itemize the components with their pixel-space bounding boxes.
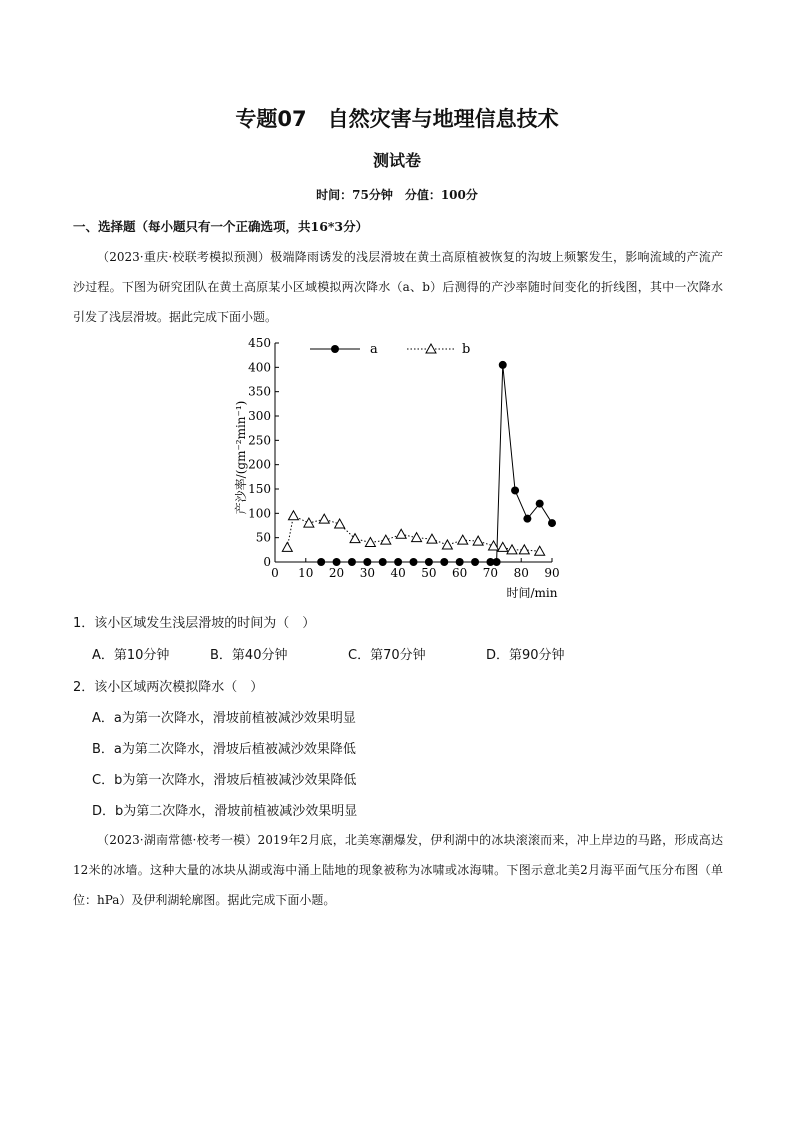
x-tick-label: 10: [298, 566, 314, 580]
series-a-point: [511, 486, 519, 494]
question-1-option-d[interactable]: D．第90分钟: [486, 648, 565, 663]
question-1-option-c[interactable]: C．第70分钟: [348, 648, 426, 663]
series-b-point: [365, 538, 375, 547]
x-tick-label: 20: [328, 566, 345, 580]
question-1-option-b[interactable]: B．第40分钟: [210, 648, 288, 663]
series-a-point: [379, 558, 387, 566]
series-a-point: [548, 519, 556, 527]
series-b-point: [498, 542, 508, 551]
y-tick-label: 350: [248, 384, 271, 399]
y-tick-label: 100: [248, 506, 271, 521]
x-tick-label: 90: [544, 566, 560, 580]
series-a-point: [499, 361, 507, 369]
y-tick-label: 150: [248, 482, 271, 496]
x-tick-label: 0: [271, 566, 279, 580]
series-b-point: [412, 533, 422, 542]
y-axis-label: 产沙率/(gm⁻²min⁻¹): [234, 400, 248, 515]
sediment-chart: [220, 333, 580, 607]
x-tick-label: 30: [359, 566, 375, 580]
x-tick-label: 60: [452, 566, 468, 580]
x-axis-label: 时间/min: [506, 586, 558, 600]
legend-a-label: a: [370, 342, 378, 357]
legend-b-marker: [426, 344, 436, 353]
series-a-point: [363, 558, 371, 566]
series-a-line: [321, 365, 552, 562]
y-tick-label: 50: [255, 530, 271, 545]
series-a-point: [440, 558, 448, 566]
series-b-point: [381, 535, 391, 544]
y-tick-label: 300: [248, 409, 271, 423]
y-tick-label: 250: [248, 433, 271, 448]
series-a-point: [536, 500, 544, 508]
series-a-point: [493, 558, 501, 566]
passage-2: （2023·湖南常德·校考一模）2019年2月底，北美寒潮爆发，伊利湖中的冰块滚滚而来，冲上岸边的马路，形成高达12米的冰墙。这种大量的冰块从湖或海中涌上陆地的现象被称为冰啸或冰海啸。下图示意北美2月海平面气压分布图（单位：hPa）及伊利湖轮廓图。据此完成下面小题。: [73, 833, 723, 907]
y-tick-label: 200: [248, 457, 271, 472]
legend-a-marker: [331, 345, 339, 353]
series-b-point: [319, 514, 329, 523]
x-tick-label: 80: [513, 566, 529, 580]
time-score-info: 时间：75分钟 分值：100分: [316, 188, 478, 202]
series-a-point: [410, 558, 418, 566]
x-tick-label: 70: [482, 566, 499, 580]
series-b-point: [519, 545, 529, 554]
series-a-point: [471, 558, 479, 566]
series-b-point: [350, 534, 360, 543]
series-b-point: [507, 545, 517, 554]
series-b-point: [442, 540, 452, 549]
legend-b-label: b: [462, 342, 471, 357]
question-2-stem: 2．该小区域两次模拟降水（ ）: [73, 680, 264, 695]
series-a-point: [456, 558, 464, 566]
series-b-point: [458, 535, 468, 544]
series-a-point: [425, 558, 433, 566]
question-1-stem: 1．该小区域发生浅层滑坡的时间为（ ）: [73, 616, 316, 631]
y-tick-label: 450: [248, 336, 271, 350]
y-tick-label: 0: [263, 555, 271, 569]
y-tick-label: 400: [248, 360, 271, 375]
series-b-point: [473, 536, 483, 545]
series-a-point: [317, 558, 325, 566]
question-2-option-c[interactable]: C．b为第一次降水，滑坡后植被减沙效果降低: [92, 773, 357, 788]
x-tick-label: 40: [390, 566, 406, 580]
page-title: 专题07 自然灾害与地理信息技术: [235, 107, 559, 131]
question-2-option-a[interactable]: A．a为第一次降水，滑坡前植被减沙效果明显: [92, 711, 356, 726]
series-b-point: [427, 534, 437, 543]
series-b-point: [535, 546, 545, 555]
page-subtitle: 测试卷: [372, 151, 421, 170]
series-a-point: [523, 515, 531, 523]
series-b-point: [288, 511, 298, 520]
chart-svg: [220, 333, 580, 603]
question-1-option-a[interactable]: A．第10分钟: [92, 648, 170, 663]
series-b-point: [396, 529, 406, 538]
passage-1: （2023·重庆·校联考模拟预测）极端降雨诱发的浅层滑坡在黄土高原植被恢复的沟坡上频繁发生，影响流域的产流产沙过程。下图为研究团队在黄土高原某小区域模拟两次降水（a、b）后测得的产沙率随时间变化的折线图，其中一次降水引发了浅层滑坡。据此完成下面小题。: [73, 250, 723, 324]
series-b-point: [282, 542, 292, 551]
series-a-point: [348, 558, 356, 566]
question-2-option-d[interactable]: D．b为第二次降水，滑坡前植被减沙效果明显: [92, 804, 358, 819]
series-a-point: [333, 558, 341, 566]
series-b-point: [335, 519, 345, 528]
series-a-point: [394, 558, 402, 566]
question-2-option-b[interactable]: B．a为第二次降水，滑坡后植被减沙效果降低: [92, 742, 356, 757]
x-tick-label: 50: [421, 566, 437, 580]
section-heading: 一、选择题（每小题只有一个正确选项，共16*3分）: [73, 219, 369, 234]
